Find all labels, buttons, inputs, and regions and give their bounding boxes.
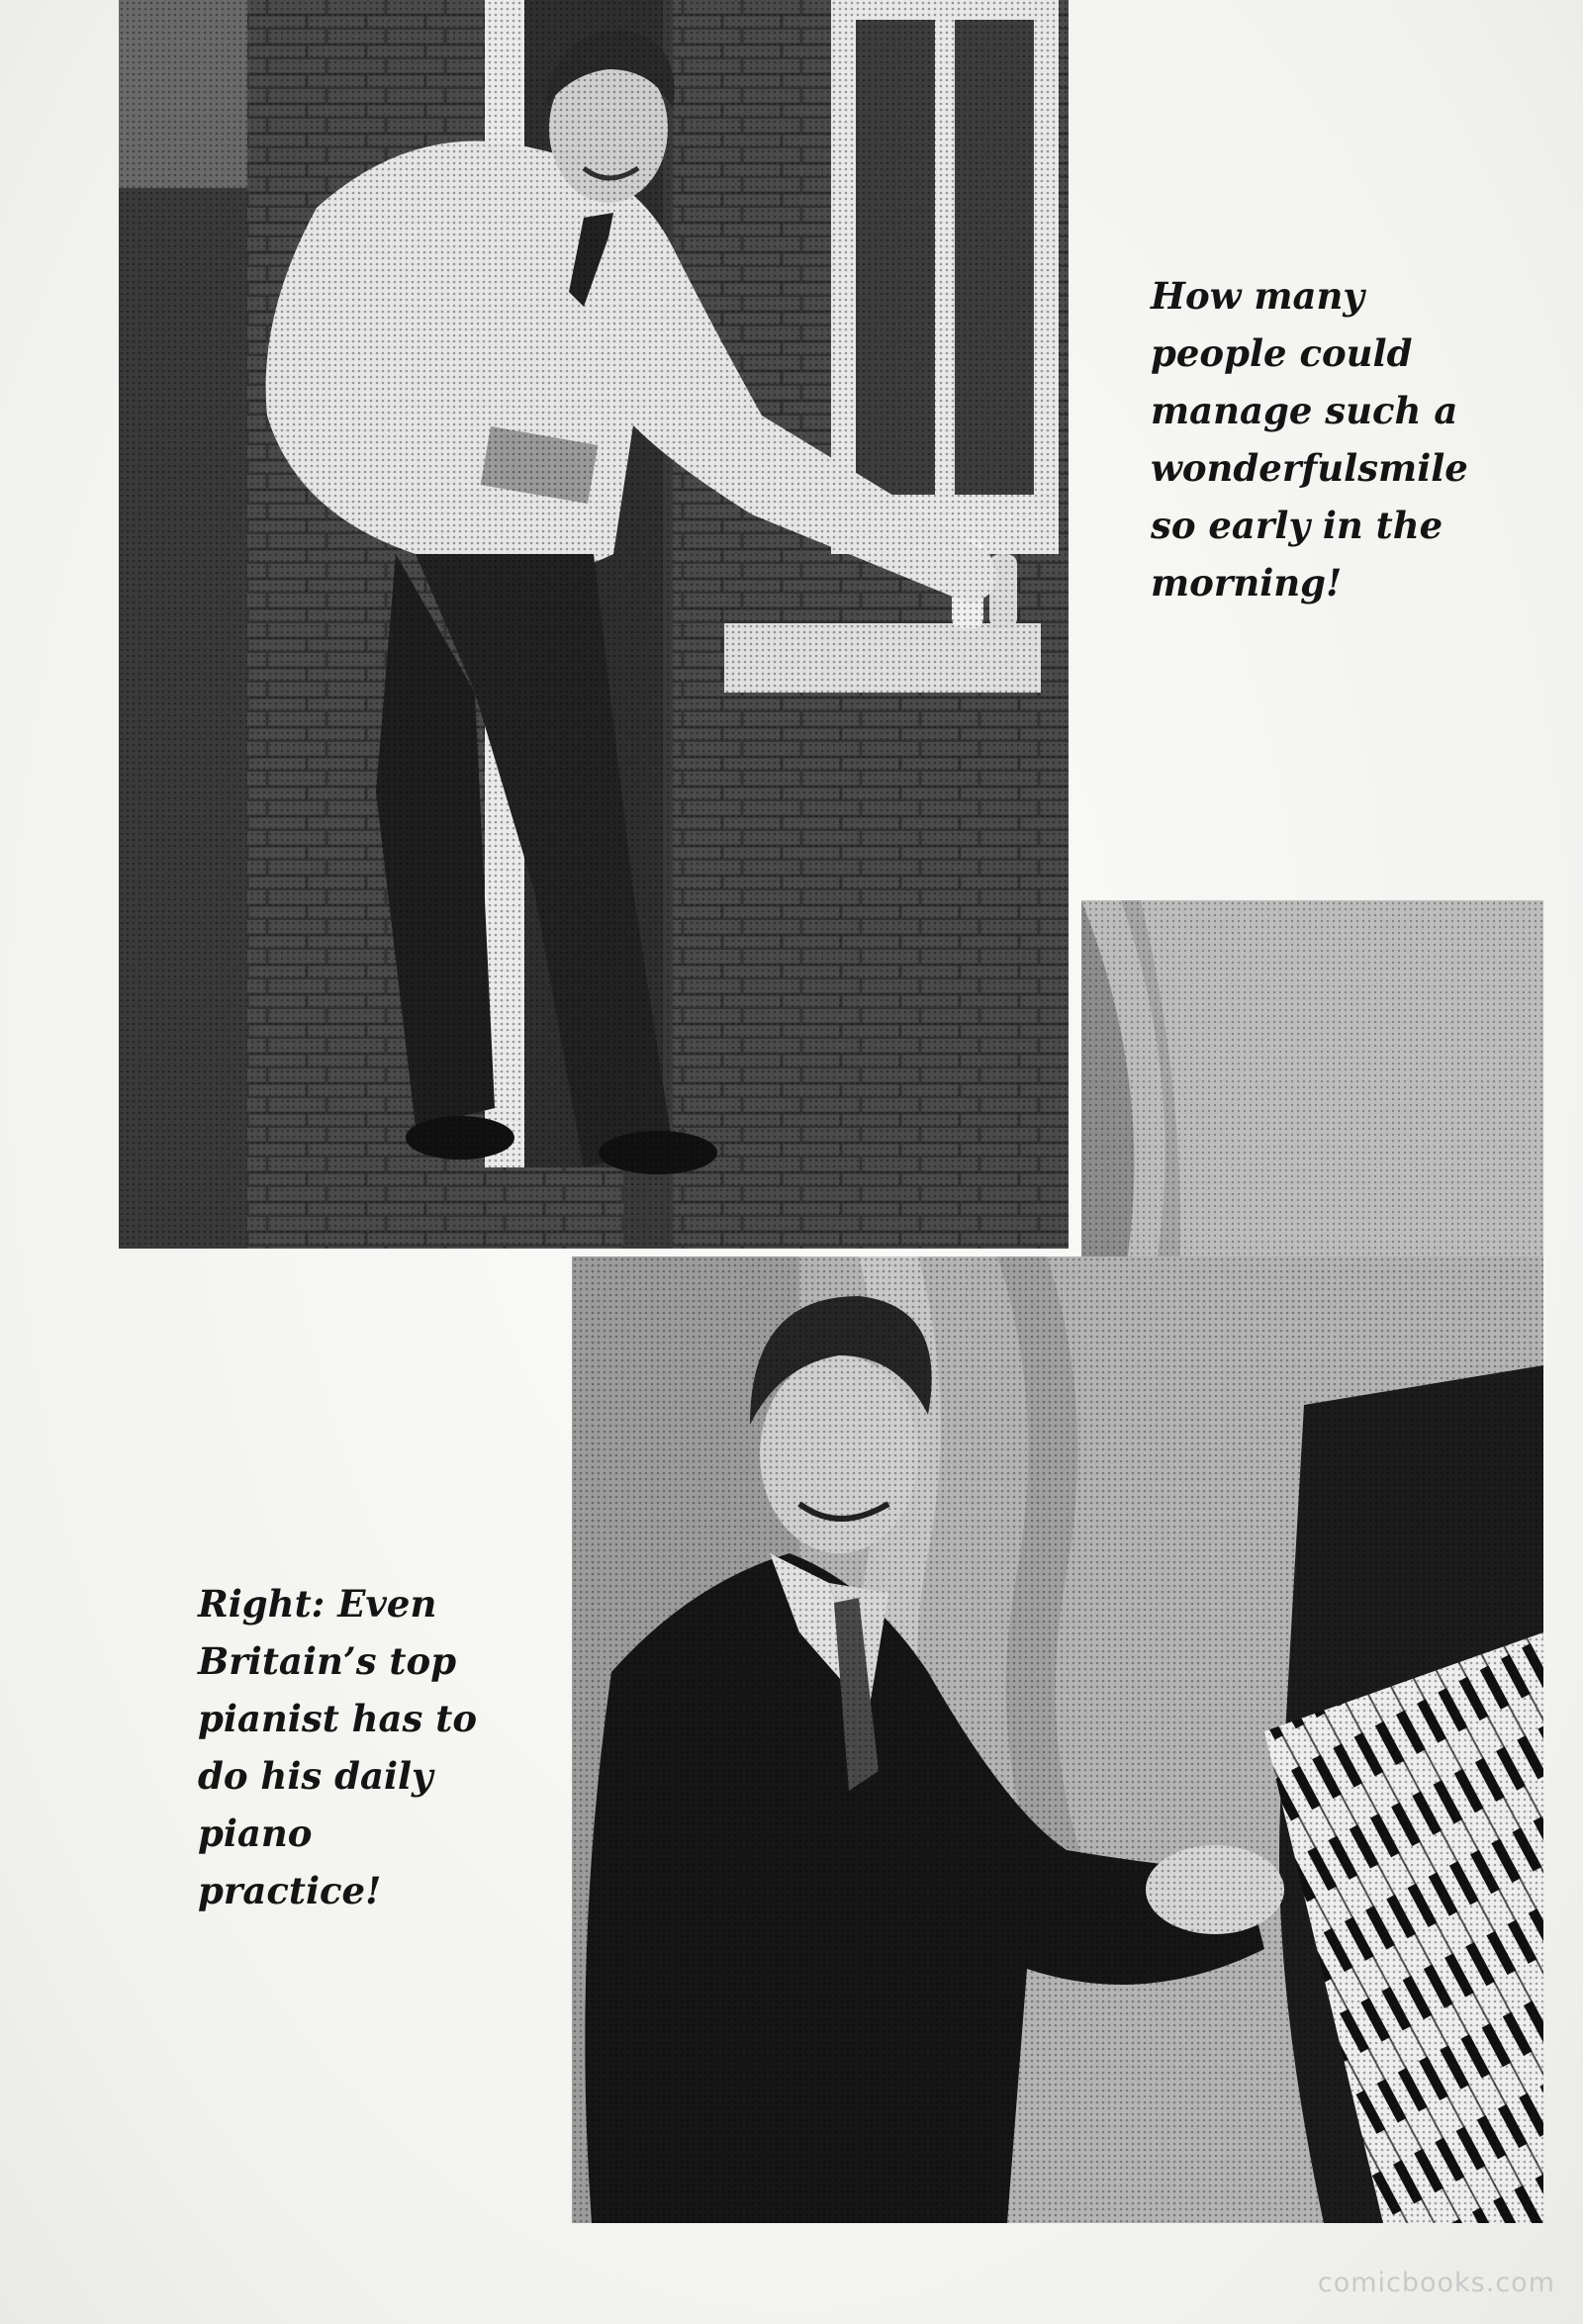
- watermark: comicbooks.com: [1317, 2268, 1555, 2298]
- photo-man-at-piano: [572, 1256, 1543, 2223]
- photo-man-milk-bottle: [119, 0, 1069, 1249]
- caption-early-morning-smile: How many people could manage such a wonderfulsmile so early in the morning!: [1151, 274, 1468, 604]
- caption-piano-practice: Right: Even Britain’s top pianist has to do his daily piano practice!: [198, 1582, 478, 1912]
